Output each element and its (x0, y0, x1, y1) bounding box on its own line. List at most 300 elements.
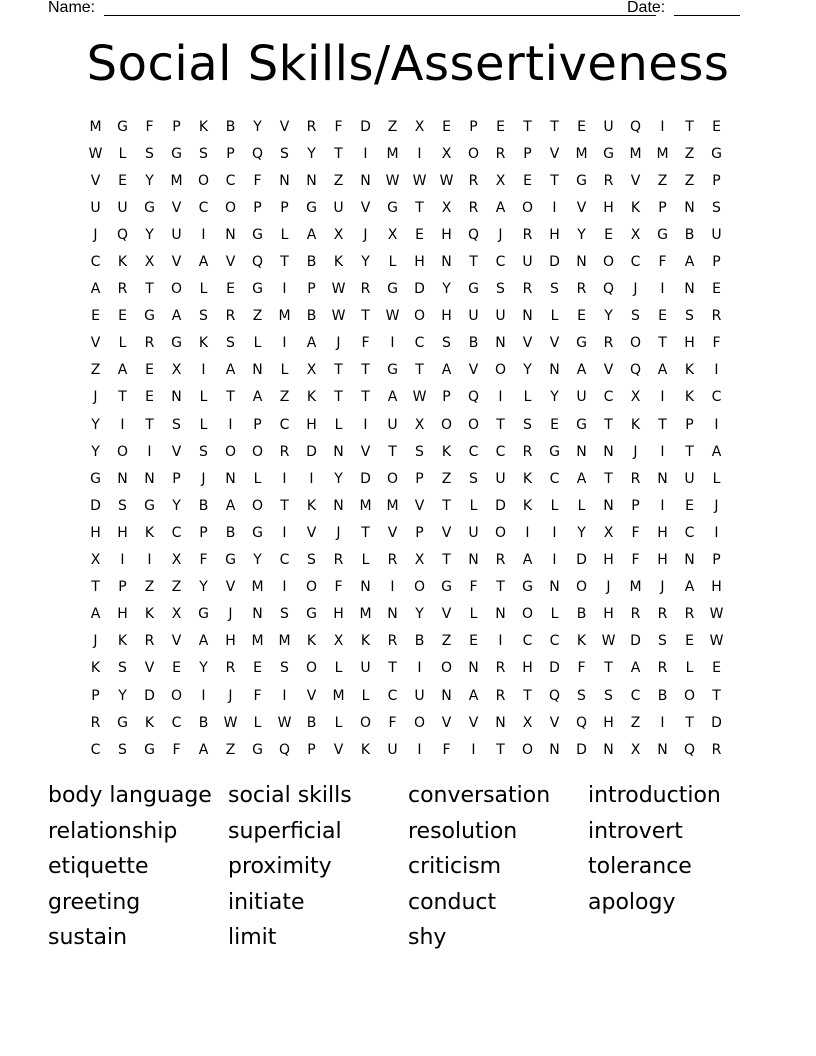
grid-row (82, 221, 732, 248)
grid-letter: K (198, 118, 209, 135)
grid-letter: X (144, 254, 155, 271)
grid-letter: P (523, 145, 532, 162)
grid-letter: L (280, 362, 289, 379)
grid-row (82, 465, 732, 492)
grid-letter: R (522, 443, 533, 460)
grid-letter: E (712, 281, 721, 298)
grid-letter: A (198, 741, 209, 758)
grid-letter: T (550, 172, 559, 189)
grid-letter: S (631, 308, 640, 325)
grid-letter: G (171, 335, 182, 352)
grid-letter: N (522, 308, 533, 325)
grid-row (82, 547, 732, 574)
word-list-item: relationship (48, 818, 178, 844)
grid-letter: S (550, 281, 559, 298)
grid-letter: G (144, 199, 155, 216)
grid-letter: I (714, 524, 719, 541)
grid-letter: S (172, 416, 181, 433)
grid-letter: I (552, 199, 557, 216)
grid-letter: E (253, 660, 262, 677)
grid-letter: H (603, 199, 614, 216)
grid-letter: W (331, 308, 346, 325)
grid-letter: T (496, 416, 505, 433)
grid-letter: I (660, 118, 665, 135)
grid-letter: T (496, 579, 505, 596)
grid-letter: B (198, 497, 209, 514)
grid-letter: E (118, 172, 127, 189)
grid-letter: T (361, 362, 370, 379)
grid-letter: Q (629, 118, 642, 135)
grid-letter: I (471, 741, 476, 758)
grid-letter: U (387, 416, 398, 433)
grid-letter: J (363, 226, 368, 243)
grid-letter: H (549, 226, 560, 243)
grid-letter: M (629, 579, 642, 596)
grid-letter: S (280, 606, 289, 623)
grid-letter: T (334, 389, 343, 406)
grid-letter: O (629, 335, 642, 352)
grid-letter: E (685, 633, 694, 650)
grid-letter: Y (145, 226, 154, 243)
grid-letter: N (387, 606, 398, 623)
grid-letter: C (279, 416, 290, 433)
grid-letter: G (90, 470, 101, 487)
grid-letter: N (333, 443, 344, 460)
grid-letter: E (415, 226, 424, 243)
word-list-item: apology (588, 889, 676, 915)
grid-letter: V (225, 579, 236, 596)
grid-letter: Z (279, 389, 290, 406)
grid-letter: Z (657, 172, 668, 189)
grid-letter: R (279, 443, 290, 460)
grid-letter: V (171, 199, 182, 216)
grid-letter: F (577, 660, 586, 677)
grid-letter: O (521, 606, 534, 623)
grid-letter: L (712, 470, 721, 487)
grid-letter: C (468, 443, 479, 460)
word-list-item: introvert (588, 818, 683, 844)
grid-row (82, 655, 732, 682)
grid-letter: R (468, 172, 479, 189)
grid-letter: G (468, 281, 479, 298)
grid-letter: X (333, 226, 344, 243)
grid-letter: Z (684, 172, 695, 189)
grid-letter: R (657, 660, 668, 677)
grid-letter: E (577, 308, 586, 325)
grid-letter: P (172, 118, 181, 135)
grid-letter: V (549, 145, 560, 162)
word-list-item: social skills (228, 783, 352, 808)
grid-letter: N (657, 741, 668, 758)
grid-letter: Z (684, 145, 695, 162)
grid-letter: N (495, 714, 506, 731)
grid-letter: V (90, 172, 101, 189)
grid-letter: I (282, 470, 287, 487)
grid-letter: C (198, 199, 209, 216)
grid-letter: C (603, 389, 614, 406)
grid-letter: U (468, 308, 479, 325)
grid-letter: J (606, 579, 611, 596)
word-list-item: conduct (408, 889, 497, 915)
word-list-item: initiate (228, 889, 305, 915)
grid-letter: S (712, 199, 721, 216)
grid-letter: P (685, 416, 694, 433)
grid-letter: C (549, 633, 560, 650)
grid-letter: Q (575, 714, 588, 731)
grid-letter: F (253, 172, 262, 189)
grid-letter: Q (548, 687, 561, 704)
grid-letter: E (496, 118, 505, 135)
grid-letter: D (144, 687, 155, 704)
grid-letter: A (576, 362, 587, 379)
grid-letter: X (171, 362, 182, 379)
grid-letter: Y (361, 254, 370, 271)
grid-letter: I (120, 552, 125, 569)
grid-letter: T (604, 660, 613, 677)
grid-letter: S (118, 497, 127, 514)
grid-letter: X (90, 552, 101, 569)
grid-letter: A (117, 362, 128, 379)
grid-letter: G (387, 199, 398, 216)
grid-letter: A (441, 362, 452, 379)
grid-letter: V (522, 335, 533, 352)
grid-letter: C (225, 172, 236, 189)
grid-letter: A (387, 389, 398, 406)
grid-letter: J (633, 281, 638, 298)
grid-letter: N (576, 254, 587, 271)
grid-letter: J (336, 524, 341, 541)
grid-letter: X (333, 633, 344, 650)
grid-letter: T (118, 389, 127, 406)
grid-letter: V (576, 199, 587, 216)
grid-letter: N (549, 362, 560, 379)
grid-letter: I (282, 579, 287, 596)
grid-letter: E (442, 118, 451, 135)
grid-letter: N (441, 254, 452, 271)
grid-letter: X (414, 416, 425, 433)
grid-letter: S (307, 552, 316, 569)
grid-letter: I (390, 335, 395, 352)
grid-letter: Y (253, 118, 262, 135)
grid-letter: S (145, 145, 154, 162)
grid-row (82, 736, 732, 763)
grid-letter: V (441, 714, 452, 731)
grid-row (82, 709, 732, 736)
grid-row (82, 628, 732, 655)
grid-letter: S (496, 281, 505, 298)
grid-letter: N (360, 579, 371, 596)
grid-letter: V (171, 254, 182, 271)
grid-letter: X (630, 389, 641, 406)
grid-letter: R (495, 660, 506, 677)
grid-row (82, 303, 732, 330)
grid-letter: N (684, 552, 695, 569)
grid-letter: W (601, 633, 616, 650)
grid-letter: M (575, 145, 588, 162)
grid-letter: X (414, 118, 425, 135)
grid-letter: P (307, 741, 316, 758)
grid-letter: V (441, 524, 452, 541)
grid-letter: K (522, 470, 533, 487)
grid-letter: O (467, 416, 480, 433)
grid-letter: U (468, 524, 479, 541)
grid-letter: K (684, 389, 695, 406)
grid-letter: T (658, 335, 667, 352)
grid-letter: G (171, 145, 182, 162)
grid-letter: M (170, 172, 183, 189)
grid-letter: F (199, 552, 208, 569)
grid-letter: R (495, 552, 506, 569)
grid-letter: N (684, 199, 695, 216)
grid-letter: I (660, 497, 665, 514)
grid-letter: C (495, 254, 506, 271)
grid-letter: S (604, 687, 613, 704)
grid-letter: T (685, 714, 694, 731)
grid-letter: N (468, 552, 479, 569)
grid-letter: D (549, 660, 560, 677)
grid-letter: L (199, 389, 208, 406)
grid-letter: K (684, 362, 695, 379)
grid-letter: Z (333, 172, 344, 189)
grid-letter: R (603, 335, 614, 352)
grid-letter: G (252, 524, 263, 541)
word-list-item: introduction (588, 783, 721, 808)
grid-letter: P (415, 524, 424, 541)
grid-letter: I (660, 443, 665, 460)
grid-letter: L (550, 606, 559, 623)
grid-letter: W (223, 714, 238, 731)
grid-row (82, 167, 732, 194)
grid-letter: U (333, 199, 344, 216)
grid-letter: R (117, 281, 128, 298)
grid-letter: D (306, 443, 317, 460)
grid-letter: L (253, 335, 262, 352)
grid-letter: F (172, 741, 181, 758)
grid-letter: R (495, 145, 506, 162)
grid-letter: K (117, 633, 128, 650)
grid-letter: G (576, 335, 587, 352)
grid-letter: O (413, 714, 426, 731)
grid-letter: V (225, 254, 236, 271)
grid-row (82, 357, 732, 384)
grid-letter: D (360, 470, 371, 487)
grid-row (82, 384, 732, 411)
grid-letter: R (522, 281, 533, 298)
grid-letter: O (494, 524, 507, 541)
grid-letter: R (711, 308, 722, 325)
grid-letter: T (523, 687, 532, 704)
grid-letter: N (279, 172, 290, 189)
grid-row (82, 140, 732, 167)
grid-letter: X (630, 741, 641, 758)
grid-letter: P (226, 145, 235, 162)
grid-letter: O (251, 497, 264, 514)
grid-letter: N (252, 606, 263, 623)
grid-letter: G (252, 226, 263, 243)
grid-letter: J (228, 606, 233, 623)
grid-letter: U (360, 660, 371, 677)
grid-letter: N (117, 470, 128, 487)
grid-letter: P (253, 199, 262, 216)
grid-letter: K (360, 633, 371, 650)
grid-letter: H (657, 552, 668, 569)
grid-letter: U (387, 741, 398, 758)
grid-letter: F (388, 714, 397, 731)
grid-letter: O (575, 579, 588, 596)
date-line (674, 15, 740, 16)
grid-letter: Q (629, 362, 642, 379)
grid-letter: G (441, 579, 452, 596)
grid-letter: I (282, 524, 287, 541)
grid-letter: T (280, 254, 289, 271)
grid-letter: I (498, 633, 503, 650)
grid-letter: B (306, 308, 317, 325)
grid-letter: P (469, 118, 478, 135)
grid-letter: I (201, 687, 206, 704)
grid-letter: F (145, 118, 154, 135)
grid-letter: R (630, 470, 641, 487)
grid-letter: N (333, 497, 344, 514)
grid-letter: N (441, 687, 452, 704)
grid-letter: W (412, 172, 427, 189)
grid-letter: N (360, 172, 371, 189)
grid-letter: H (441, 308, 452, 325)
grid-row (82, 411, 732, 438)
grid-letter: P (253, 416, 262, 433)
name-line (104, 15, 656, 16)
grid-letter: U (414, 687, 425, 704)
grid-letter: C (90, 254, 101, 271)
grid-letter: Z (441, 633, 452, 650)
grid-letter: I (147, 443, 152, 460)
grid-letter: A (576, 470, 587, 487)
grid-row (82, 601, 732, 628)
grid-letter: Y (91, 443, 100, 460)
grid-letter: K (306, 497, 317, 514)
grid-letter: G (576, 172, 587, 189)
grid-letter: T (361, 389, 370, 406)
grid-letter: B (225, 118, 236, 135)
word-list-item: greeting (48, 889, 141, 915)
grid-letter: O (170, 687, 183, 704)
grid-letter: D (414, 281, 425, 298)
grid-letter: O (251, 443, 264, 460)
grid-letter: O (116, 443, 129, 460)
grid-letter: A (198, 633, 209, 650)
grid-letter: B (684, 226, 695, 243)
grid-letter: K (144, 524, 155, 541)
grid-letter: K (333, 254, 344, 271)
grid-letter: E (145, 389, 154, 406)
grid-letter: Y (91, 416, 100, 433)
grid-letter: T (226, 389, 235, 406)
grid-letter: N (144, 470, 155, 487)
grid-letter: I (228, 416, 233, 433)
grid-letter: N (225, 470, 236, 487)
grid-letter: G (252, 741, 263, 758)
grid-letter: T (145, 281, 154, 298)
grid-letter: T (415, 362, 424, 379)
grid-letter: I (363, 145, 368, 162)
grid-letter: M (386, 145, 399, 162)
grid-letter: R (657, 606, 668, 623)
grid-letter: V (630, 172, 641, 189)
grid-letter: A (711, 443, 722, 460)
grid-letter: Q (116, 226, 129, 243)
grid-letter: J (93, 226, 98, 243)
grid-letter: X (522, 714, 533, 731)
grid-letter: M (251, 579, 264, 596)
grid-letter: T (712, 687, 721, 704)
grid-letter: F (253, 687, 262, 704)
grid-letter: U (576, 389, 587, 406)
grid-letter: K (306, 633, 317, 650)
grid-letter: O (224, 443, 237, 460)
grid-letter: O (521, 741, 534, 758)
grid-letter: S (442, 335, 451, 352)
grid-letter: L (334, 714, 343, 731)
grid-letter: R (360, 281, 371, 298)
grid-letter: T (334, 145, 343, 162)
grid-letter: X (495, 172, 506, 189)
grid-letter: T (361, 308, 370, 325)
grid-letter: P (415, 470, 424, 487)
grid-letter: L (253, 714, 262, 731)
grid-letter: X (441, 145, 452, 162)
grid-letter: A (657, 362, 668, 379)
grid-letter: T (658, 416, 667, 433)
grid-letter: Y (307, 145, 316, 162)
page-title: Social Skills/Assertiveness (86, 36, 730, 92)
grid-letter: H (414, 254, 425, 271)
grid-letter: C (90, 741, 101, 758)
grid-letter: O (494, 362, 507, 379)
grid-letter: I (417, 660, 422, 677)
grid-letter: S (118, 660, 127, 677)
grid-letter: G (117, 118, 128, 135)
grid-letter: E (523, 172, 532, 189)
grid-letter: I (552, 524, 557, 541)
grid-letter: Q (602, 281, 615, 298)
grid-letter: R (522, 226, 533, 243)
grid-letter: L (361, 552, 370, 569)
grid-letter: I (282, 687, 287, 704)
grid-letter: P (712, 552, 721, 569)
grid-letter: O (386, 470, 399, 487)
grid-letter: F (469, 579, 478, 596)
grid-letter: N (549, 741, 560, 758)
grid-letter: I (417, 741, 422, 758)
grid-letter: C (387, 687, 398, 704)
grid-letter: A (495, 199, 506, 216)
grid-letter: I (714, 362, 719, 379)
grid-letter: N (171, 389, 182, 406)
grid-letter: B (657, 687, 668, 704)
word-list-item: conversation (408, 783, 551, 808)
grid-letter: T (388, 443, 397, 460)
word-list-item: proximity (228, 854, 332, 880)
grid-row (82, 276, 732, 303)
grid-letter: V (144, 660, 155, 677)
grid-letter: M (629, 145, 642, 162)
grid-letter: U (684, 470, 695, 487)
grid-letter: Q (251, 145, 264, 162)
grid-letter: T (442, 552, 451, 569)
grid-letter: A (522, 552, 533, 569)
grid-letter: P (658, 199, 667, 216)
grid-letter: K (630, 199, 641, 216)
grid-letter: I (309, 470, 314, 487)
